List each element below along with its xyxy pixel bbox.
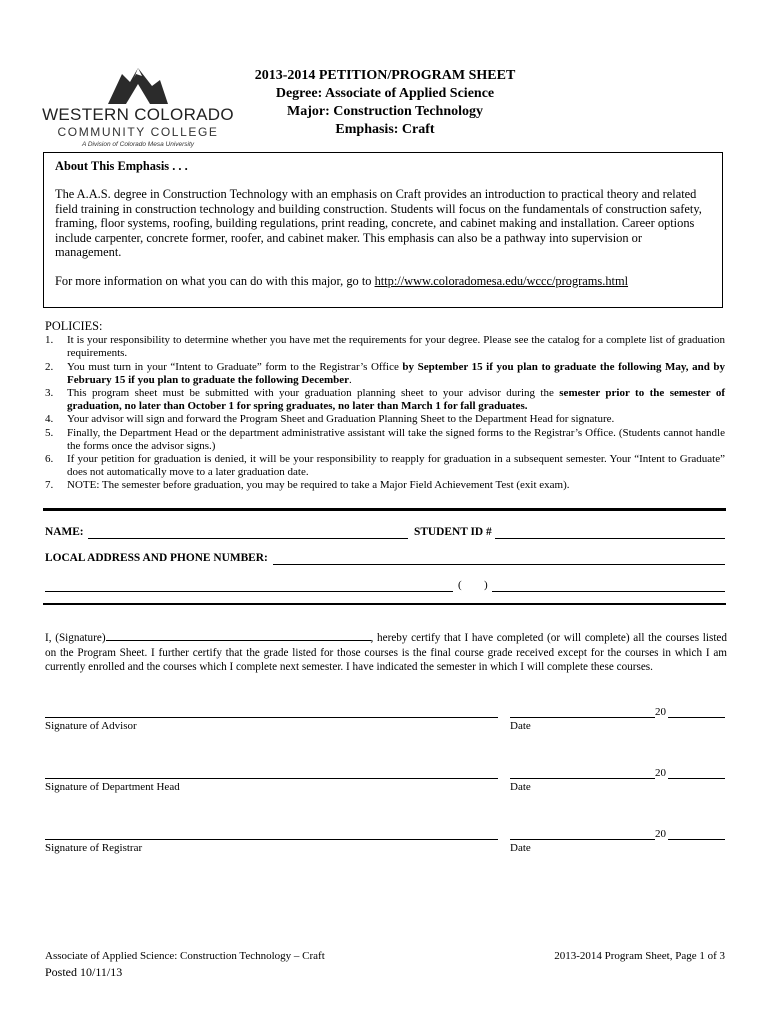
- registrar-signature-label: Signature of Registrar: [45, 842, 143, 854]
- footer-page-number: 2013-2014 Program Sheet, Page 1 of 3: [554, 950, 725, 962]
- policy-text: NOTE: The semester before graduation, you may be required to take a Major Field Achievement Test (exit exam).: [67, 479, 570, 492]
- registrar-year-prefix: 20: [655, 828, 666, 840]
- emphasis-line: Emphasis: Craft: [335, 122, 435, 137]
- name-label: NAME:: [45, 526, 84, 538]
- registrar-signature-field[interactable]: [45, 839, 498, 840]
- title-line: 2013-2014 PETITION/PROGRAM SHEET: [254, 68, 516, 83]
- registrar-year-field[interactable]: [668, 839, 725, 840]
- dept-head-year-field[interactable]: [668, 778, 725, 779]
- phone-paren-close: ): [484, 579, 488, 591]
- dept-head-year-prefix: 20: [655, 767, 666, 779]
- dept-head-date-field[interactable]: [510, 778, 655, 779]
- student-id-label: STUDENT ID #: [414, 526, 492, 538]
- certification-statement: [45, 630, 727, 675]
- policy-number: 6.: [45, 453, 54, 466]
- advisor-signature-field[interactable]: [45, 717, 498, 718]
- policy-text: Finally, the Department Head or the department administrative assistant will take the signed forms to the Registrar’s Office. (Students cannot handle the forms once the advisor signs.): [67, 426, 725, 452]
- policies-list: [45, 334, 725, 492]
- advisor-signature-label: Signature of Advisor: [45, 720, 137, 732]
- dept-head-signature-field[interactable]: [45, 778, 498, 779]
- cert-text: , hereby certify that I have completed (or will complete) all the courses listed on the Program Sheet. I further certify that the grade listed for those courses is the final course grade received except for the courses in which I am currently enrolled and the courses which I complete next semester. I have indicated the semester in which I will complete these courses.: [45, 632, 727, 674]
- policy-text: It is your responsibility to determine whether you have met the requirements for your degree. Please see the catalog for a complete list of graduation requirements.: [67, 334, 725, 360]
- cert-prefix: I, (Signature): [45, 632, 106, 644]
- section-divider-bottom: [43, 603, 726, 605]
- phone-field[interactable]: [492, 591, 725, 592]
- policy-number: 1.: [45, 334, 54, 347]
- major-line: Major: Construction Technology: [287, 104, 483, 119]
- logo-line-2: COMMUNITY COLLEGE: [57, 125, 219, 139]
- logo-line-1: WESTERN COLORADO: [42, 105, 234, 124]
- address-label: LOCAL ADDRESS AND PHONE NUMBER:: [45, 552, 268, 564]
- about-emphasis-box: [43, 152, 723, 308]
- more-info-text: For more information on what you can do with this major, go to: [55, 273, 375, 288]
- dept-head-signature-label: Signature of Department Head: [45, 781, 180, 793]
- dept-head-date-label: Date: [510, 781, 531, 793]
- address-field[interactable]: [273, 564, 725, 565]
- policy-number: 5.: [45, 426, 54, 439]
- registrar-date-field[interactable]: [510, 839, 655, 840]
- address-line-2-field[interactable]: [45, 591, 453, 592]
- advisor-date-label: Date: [510, 720, 531, 732]
- policy-item: [45, 413, 725, 426]
- policy-item: [45, 361, 725, 387]
- policy-item: [45, 387, 725, 413]
- footer-program: Associate of Applied Science: Construction Technology – Craft: [45, 950, 325, 962]
- degree-line: Degree: Associate of Applied Science: [275, 86, 495, 101]
- policy-text: If your petition for graduation is denied, it will be your responsibility to reapply for graduation in a subsequent semester. Your “Intent to Graduate” does not automatically move to a later graduation date.: [67, 453, 725, 479]
- policy-number: 3.: [45, 387, 54, 400]
- logo-line-3: A Division of Colorado Mesa University: [81, 141, 195, 148]
- programs-link[interactable]: http://www.coloradomesa.edu/wccc/programs.html: [374, 273, 629, 288]
- footer-posted-date: Posted 10/11/13: [45, 965, 123, 979]
- policy-item: [45, 427, 725, 453]
- policy-text: You must turn in your “Intent to Graduate” form to the Registrar’s Office: [67, 360, 403, 373]
- phone-paren-open: (: [458, 579, 462, 591]
- cert-signature-field[interactable]: [106, 630, 371, 641]
- registrar-date-label: Date: [510, 842, 531, 854]
- mountain-logo-icon: [108, 64, 168, 104]
- about-heading: About This Emphasis . . .: [55, 159, 188, 173]
- more-info-line: [55, 274, 711, 289]
- policy-text: This program sheet must be submitted with your graduation planning sheet to your advisor during the: [67, 387, 560, 400]
- about-body: The A.A.S. degree in Construction Technology with an emphasis on Craft provides an introduction to practical theory and related field training in construction technology and building construction. Students will focus on the fundamentals of construction safety, framing, floor systems, roofing, building regulations, print reading, concrete, and cabinet making and installation. Career options include carpenter, concrete former, roofer, and cabinet maker. This emphasis can also be a pathway into supervision or management.: [55, 187, 702, 259]
- policies-heading: POLICIES:: [45, 319, 103, 333]
- policy-item: [45, 453, 725, 479]
- section-divider-top: [43, 508, 726, 511]
- advisor-date-field[interactable]: [510, 717, 655, 718]
- policy-bold-text: semester prior to the semester of graduation, no later than October 1 for spring graduates, no later than March 1 for fall graduates.: [67, 387, 726, 413]
- policy-text: Your advisor will sign and forward the Program Sheet and Graduation Planning Sheet to the Department Head for signature.: [67, 413, 615, 426]
- college-logo: [38, 64, 238, 154]
- policy-number: 4.: [45, 413, 54, 426]
- advisor-year-field[interactable]: [668, 717, 725, 718]
- policy-item: [45, 334, 725, 360]
- advisor-year-prefix: 20: [655, 706, 666, 718]
- policy-text-end: .: [349, 373, 352, 386]
- policy-number: 7.: [45, 479, 54, 492]
- student-id-field[interactable]: [495, 538, 725, 539]
- policy-item: [45, 479, 725, 492]
- policies-section: [45, 320, 725, 493]
- policy-number: 2.: [45, 360, 54, 373]
- page-title: [230, 67, 540, 139]
- policy-bold-text: by September 15 if you plan to graduate the following May, and by February 15 if you plan to graduate the following December: [67, 360, 725, 386]
- name-field[interactable]: [88, 538, 408, 539]
